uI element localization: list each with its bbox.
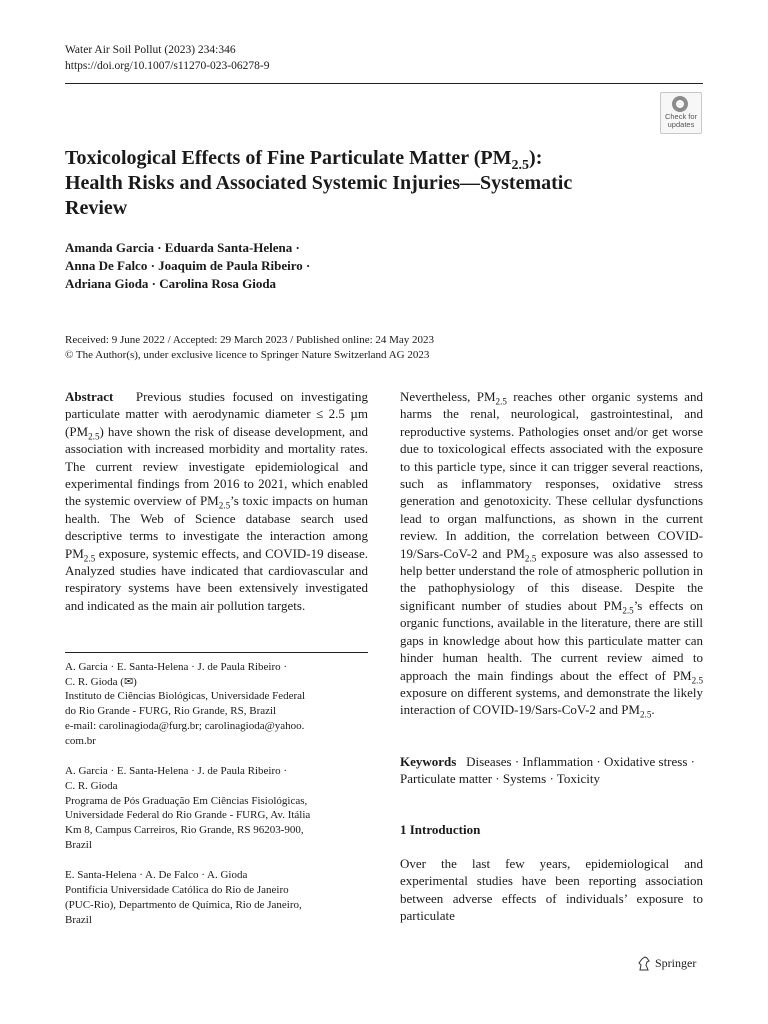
- affiliation-names: A. Garcia · E. Santa-Helena · J. de Paula Ribeiro ·: [65, 661, 288, 673]
- abstract-continuation: [400, 388, 703, 719]
- author-line-1: Amanda Garcia · Eduarda Santa-Helena ·: [65, 240, 300, 255]
- affiliation-line: do Rio Grande - FURG, Rio Grande, RS, Brazil: [65, 705, 277, 718]
- copyright-line: © The Author(s), under exclusive licence to Springer Nature Switzerland AG 2023: [65, 349, 430, 361]
- affiliation-rule: [65, 652, 368, 653]
- pm-subscript: 2.5: [524, 553, 537, 564]
- abstract-text-2: ) have shown the risk of disease development, and association with increased morbidity and mortality rates. The current review investigate epidemiological and experimental findings from 2016 to 2021, which enabled the systemic overview of PM: [65, 423, 368, 509]
- affiliation-block: [65, 764, 368, 852]
- affiliation-line: Universidade Federal do Rio Grande - FURG, Av. Itália: [65, 809, 311, 822]
- abstract-left-column: [65, 388, 368, 614]
- author-line-2: Anna De Falco · Joaquim de Paula Ribeiro ·: [65, 258, 311, 273]
- article-title: [65, 146, 665, 221]
- pm-subscript: 2.5: [218, 501, 231, 512]
- springer-logo: [637, 955, 696, 971]
- affiliation-names: E. Santa-Helena · A. De Falco · A. Gioda: [65, 869, 248, 882]
- affiliation-line: Brazil: [65, 838, 92, 851]
- introduction-text: Over the last few years, epidemiological and experimental studies have been reporting association between adverse effects of individuals’ exposure to particulate: [400, 856, 703, 924]
- affiliation-line: Brazil: [65, 913, 92, 926]
- abstract-text-6: reaches other organic systems and harms the renal, neurological, gastrointestinal, and reproductive systems. Pathologies onset and/or get worse due to toxicological effects associated with the exposure to this particle type, since it can trigger several reactions, such as inflammatory responses, oxidative stress generation and genotoxicity. These cellular dysfunctions lead to organ malfunctions, as shown in the current review. In addition, the correlation between COVID-19/Sars-CoV-2 and PM: [400, 389, 703, 561]
- title-subscript: 2.5: [511, 158, 530, 173]
- keywords: [400, 753, 703, 788]
- abstract-text-9: exposure on different systems, and demonstrate the likely interaction of COVID-19/Sars-CoV-2 and PM: [400, 684, 703, 718]
- affiliations: [65, 660, 368, 943]
- pm-subscript: 2.5: [88, 431, 100, 442]
- springer-horse-icon: [637, 956, 651, 971]
- check-for-updates-box: [660, 92, 702, 134]
- abstract-text-1: Previous studies focused on investigating particulate matter with aerodynamic diameter ≤ 2.5 µm (PM: [65, 389, 369, 439]
- check-updates-icon: [672, 96, 688, 112]
- abstract-right-column: [400, 388, 703, 719]
- abstract-text-4: exposure, systemic effects, and COVID-19 disease. Analyzed studies have indicated that cardiovascular and respiratory systems have been extensively investigated and indicated as the main air pollution targets.: [65, 545, 368, 613]
- abstract-paragraph: [65, 388, 368, 614]
- author-list: [65, 239, 310, 293]
- pm-subscript: 2.5: [495, 396, 507, 407]
- title-line3: Review: [65, 197, 128, 219]
- check-for-updates-badge[interactable]: [660, 92, 702, 132]
- check-updates-line2: updates: [667, 120, 695, 129]
- doi-link[interactable]: https://doi.org/10.1007/s11270-023-06278-9: [65, 60, 270, 72]
- keywords-label: Keywords: [400, 754, 457, 769]
- journal-header: [65, 42, 269, 74]
- affiliation-block: [65, 660, 368, 748]
- pm-subscript: 2.5: [640, 709, 652, 720]
- abstract-text-5: Nevertheless, PM: [400, 389, 496, 404]
- pm-subscript: 2.5: [83, 553, 96, 564]
- abstract-text-10: .: [651, 702, 655, 718]
- abstract-text-7: exposure was also assessed to help better understand the role of atmospheric pollution in the pathophysiology of this disease. Despite the significant number of studies about PM: [400, 545, 703, 613]
- affiliation-names: C. R. Gioda (✉): [65, 675, 137, 688]
- header-rule: [65, 83, 703, 84]
- publication-dates: [65, 333, 434, 363]
- abstract-text-8: ’s effects on organic functions, available in the literature, there are still gaps in knowledge about how this particulate matter can hinder human health. The current review aimed to approach the main findings about the effect of PM: [400, 597, 704, 683]
- affiliation-line: Pontifícia Universidade Católica do Rio de Janeiro: [65, 884, 289, 897]
- affiliation-line: Km 8, Campus Carreiros, Rio Grande, RS 96203-900,: [65, 824, 304, 837]
- dates-line: Received: 9 June 2022 / Accepted: 29 March 2023 / Published online: 24 May 2023: [65, 334, 435, 346]
- author-line-3: Adriana Gioda · Carolina Rosa Gioda: [65, 276, 277, 291]
- check-updates-line1: Check for: [664, 112, 698, 121]
- journal-citation: Water Air Soil Pollut (2023) 234:346: [65, 44, 236, 56]
- check-updates-label: [661, 113, 701, 129]
- title-part1: Toxicological Effects of Fine Particulate Matter (PM: [65, 147, 512, 169]
- email-line[interactable]: e-mail: carolinagioda@furg.br; carolinagioda@yahoo.: [65, 719, 305, 732]
- email-line[interactable]: com.br: [65, 734, 96, 747]
- title-line2: Health Risks and Associated Systemic Injuries—Systematic: [65, 172, 573, 194]
- abstract-label: Abstract: [65, 389, 114, 404]
- affiliation-block: [65, 868, 368, 927]
- publisher-name: Springer: [655, 956, 697, 970]
- affiliation-line: Programa de Pós Graduação Em Ciências Fisiológicas,: [65, 794, 308, 807]
- keywords-text: Diseases · Inflammation · Oxidative stress · Particulate matter · Systems · Toxicity: [400, 754, 695, 787]
- affiliation-line: (PUC-Rio), Departmento de Química, Rio de Janeiro,: [65, 898, 302, 911]
- pm-subscript: 2.5: [622, 605, 634, 616]
- abstract-text-3: ’s toxic impacts on human health. The Web of Science database search used descriptive terms to investigate the interaction among PM: [65, 493, 368, 561]
- affiliation-names: A. Garcia · E. Santa-Helena · J. de Paula Ribeiro ·: [65, 765, 288, 778]
- affiliation-line: Instituto de Ciências Biológicas, Universidade Federal: [65, 690, 306, 703]
- affiliation-names: C. R. Gioda: [65, 779, 118, 792]
- pm-subscript: 2.5: [691, 675, 703, 686]
- title-part2: ):: [529, 147, 543, 169]
- section-heading-introduction: 1 Introduction: [400, 822, 481, 837]
